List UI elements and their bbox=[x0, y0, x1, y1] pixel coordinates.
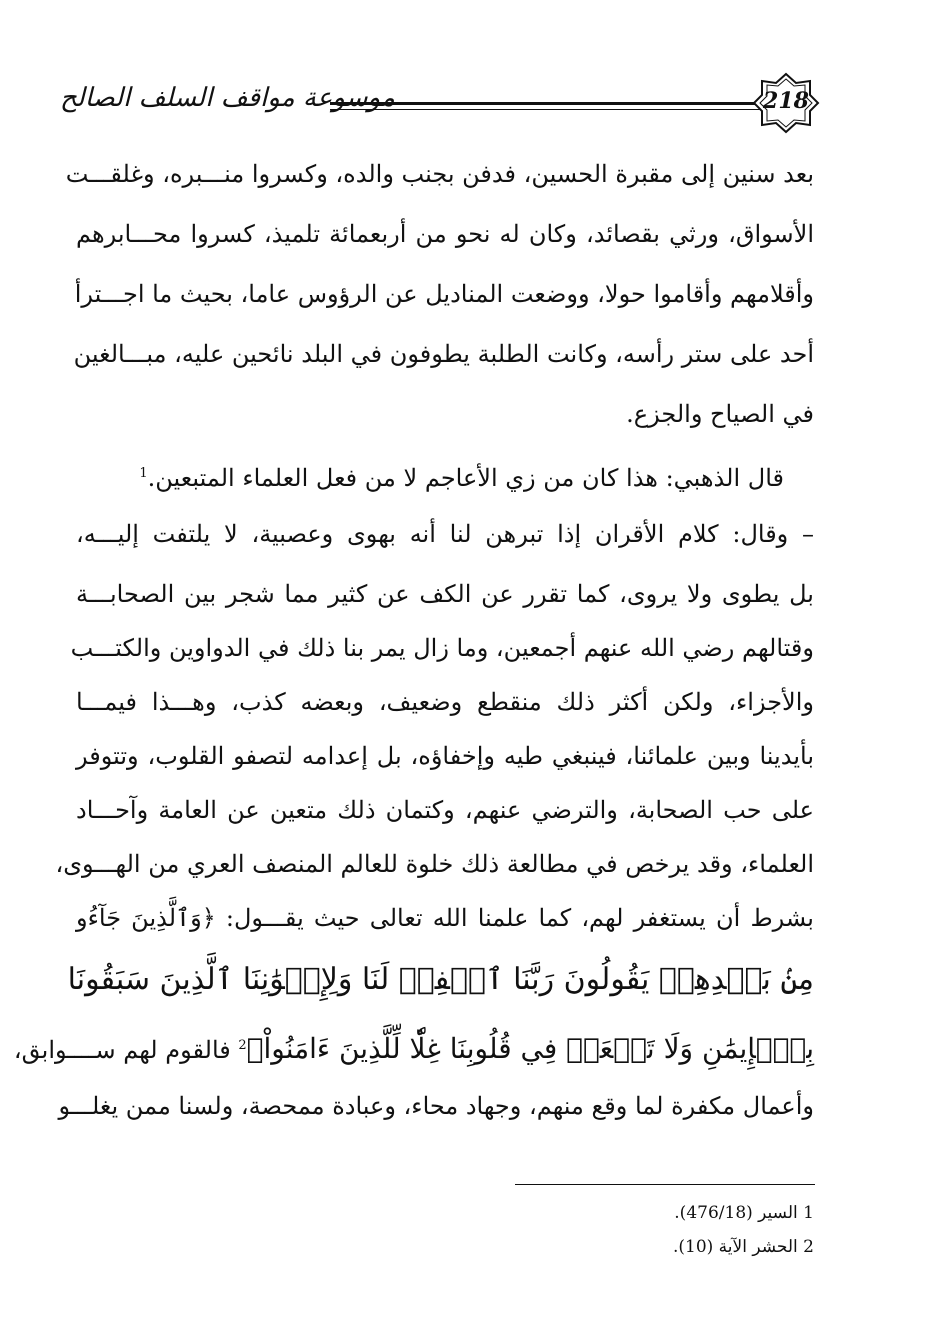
quran-verse-end: بِٱلۡإِيمَٰنِ وَلَا تَجۡعَلۡ فِي قُلُوبِنَا غِلّٗا لِّلَّذِينَ ءَامَنُواْ﴾ bbox=[246, 1032, 814, 1065]
dhahabi-quote: قال الذهبي: هذا كان من زي الأعاجم لا من فعل العلماء المتبعين. bbox=[147, 464, 784, 492]
text-line: بل يطوى ولا يروى، كما تقرر عن الكف عن كثير مما شجر بين الصحابـــة bbox=[76, 580, 814, 608]
footnotes bbox=[673, 1196, 814, 1264]
footnote-2: 2 الحشر الآية (10). bbox=[672, 1237, 814, 1257]
book-title: موسوعة مواقف السلف الصالح bbox=[60, 83, 395, 113]
text-line: وقتالهم رضي الله عنهم أجمعين، وما زال يمر بنا ذلك في الدواوين والكتـــب bbox=[70, 634, 814, 662]
text-line: بشرط أن يستغفر لهم، كما علمنا الله تعالى حيث يقـــول: ﴿وَٱلَّذِينَ جَآءُو bbox=[76, 904, 814, 932]
page-header bbox=[60, 68, 820, 138]
text-line: العلماء، وقد يرخص في مطالعة ذلك خلوة للعالم المنصف العري من الهـــوى، bbox=[55, 850, 814, 878]
page-number-badge bbox=[752, 72, 820, 134]
quran-verse-line: مِنۢ بَعۡدِهِمۡ يَقُولُونَ رَبَّنَا ٱغۡفِرۡ لَنَا وَلِإِخۡوَٰنِنَا ٱلَّذِينَ سَبَقُونَا bbox=[67, 962, 814, 997]
text-line: والأجزاء، ولكن أكثر ذلك منقطع وضعيف، وبعضه كذب، وهـــذا فيمـــا bbox=[76, 688, 814, 716]
footnote-1: 1 السير (476/18). bbox=[674, 1203, 814, 1223]
header-rule bbox=[330, 102, 760, 105]
text-line: بأيدينا وبين علمائنا، فينبغي طيه وإخفاؤه، بل إعدامه لتصفو القلوب، وتتوفر bbox=[76, 742, 814, 770]
footnote-ref: 1 bbox=[139, 466, 148, 481]
text-line: وأقلامهم وأقاموا حولا، ووضعت المناديل عن الرؤوس عاما، بحيث ما اجـــترأ bbox=[74, 280, 814, 308]
header-rule-thin bbox=[330, 109, 760, 110]
text-line bbox=[13, 1018, 814, 1078]
text-line: في الصياح والجزع. bbox=[626, 400, 814, 428]
text-line: وأعمال مكفرة لما وقع منهم، وجهاد محاء، وعبادة ممحصة، ولسنا ممن يغلـــو bbox=[58, 1092, 814, 1120]
text-line: – وقال: كلام الأقران إذا تبرهن لنا أنه بهوى وعصبية، لا يلتفت إليـــه، bbox=[76, 520, 814, 548]
footnote-ref: 2 bbox=[238, 1038, 247, 1053]
text-line: أحد على ستر رأسه، وكانت الطلبة يطوفون في البلد نائحين عليه، مبـــالغين bbox=[73, 340, 814, 368]
footnote-separator bbox=[515, 1184, 815, 1185]
page-body bbox=[13, 146, 814, 1138]
continuation-text: فالقوم لهم ســــوابق، bbox=[13, 1036, 231, 1064]
page-number: 218 bbox=[763, 88, 809, 114]
text-line: بعد سنين إلى مقبرة الحسين، فدفن بجنب والده، وكسروا منـــبره، وغلقـــت bbox=[65, 160, 814, 188]
text-line: الأسواق، ورثي بقصائد، وكان له نحو من أربعمائة تلميذ، كسروا محـــابرهم bbox=[76, 220, 814, 248]
text-line: على حب الصحابة، والترضي عنهم، وكتمان ذلك متعين عن العامة وآحـــاد bbox=[76, 796, 814, 824]
text-line bbox=[76, 446, 814, 506]
